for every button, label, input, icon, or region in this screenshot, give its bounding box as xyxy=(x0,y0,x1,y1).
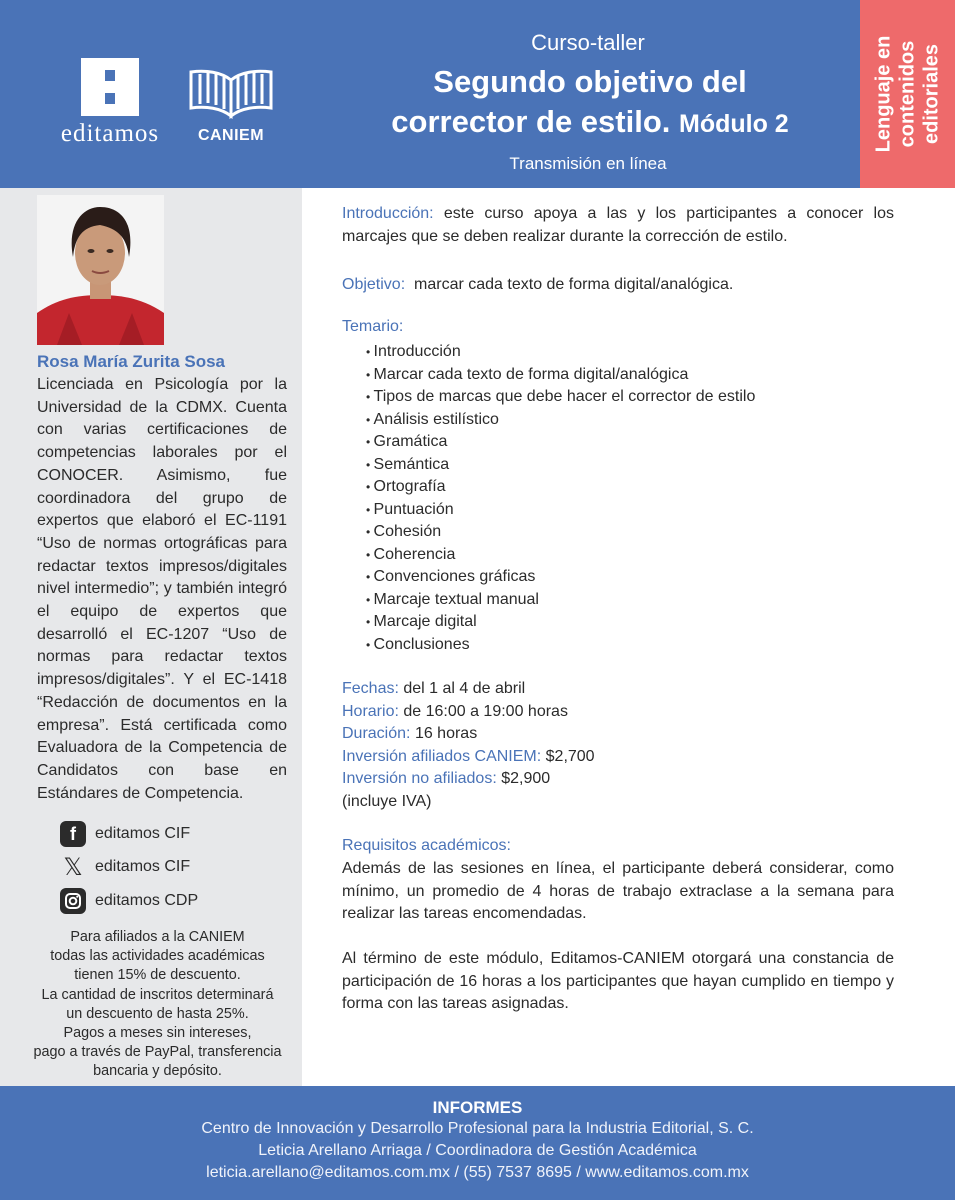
syllabus-item: • Tipos de marcas que debe hacer el corrector de estilo xyxy=(366,386,755,409)
duration-label: Duración: xyxy=(342,725,411,742)
syllabus-item: • Semántica xyxy=(366,454,755,477)
social-instagram[interactable] xyxy=(60,888,198,914)
footer-org: Centro de Innovación y Desarrollo Profesional para la Industria Editorial, S. C. xyxy=(201,1120,754,1137)
schedule-value: de 16:00 a 19:00 horas xyxy=(403,702,568,720)
objective-label: Objetivo: xyxy=(342,276,406,293)
category-tab xyxy=(860,0,955,188)
course-title-line1: Segundo objetivo del xyxy=(433,64,747,99)
certificate-text: Al término de este módulo, Editamos-CANIEM otorgará una constancia de participación de 16 horas a los participantes que hayan cumplido en tiempo y forma con las tareas asignadas. xyxy=(342,950,894,1013)
course-title-line2-text: corrector de estilo. xyxy=(391,104,671,139)
requirements-title: Requisitos académicos: xyxy=(342,837,511,854)
syllabus-item: • Marcaje textual manual xyxy=(366,589,755,612)
footer-contact-person: Leticia Arellano Arriaga / Coordinadora de Gestión Académica xyxy=(258,1142,697,1159)
price-nonmembers-label: Inversión no afiliados: xyxy=(342,770,497,787)
social-label: editamos CIF xyxy=(95,858,191,875)
schedule-label: Horario: xyxy=(342,702,399,720)
duration-value: 16 horas xyxy=(414,725,478,742)
price-members-label: Inversión afiliados CANIEM: xyxy=(342,747,542,765)
price-nonmembers-row xyxy=(342,768,595,791)
footer-title: INFORMES xyxy=(432,1098,523,1117)
category-tab-line: Lenguaje en xyxy=(872,35,895,153)
note-line: Para afiliados a la CANIEM xyxy=(70,929,245,945)
vat-note: (incluye IVA) xyxy=(342,792,432,810)
contact-footer xyxy=(0,1086,955,1200)
course-details xyxy=(342,678,595,813)
price-members-value: $2,700 xyxy=(545,747,595,765)
syllabus-title: Temario: xyxy=(342,318,404,335)
syllabus-item: • Cohesión xyxy=(366,521,755,544)
dates-value: del 1 al 4 de abril xyxy=(403,680,526,697)
editamos-logo xyxy=(60,58,160,148)
course-kicker: Curso-taller xyxy=(531,30,645,55)
instagram-icon xyxy=(60,888,86,914)
price-members-row xyxy=(342,746,595,769)
syllabus-item: • Gramática xyxy=(366,431,755,454)
social-x[interactable] xyxy=(60,854,190,880)
syllabus-item: • Conclusiones xyxy=(366,634,755,657)
note-line: La cantidad de inscritos determinará xyxy=(41,986,274,1003)
social-label: editamos CDP xyxy=(95,892,199,909)
editamos-logo-text: editamos xyxy=(60,120,160,147)
syllabus-item: • Coherencia xyxy=(366,544,755,567)
open-book-icon xyxy=(186,58,276,120)
introduction-label: Introducción: xyxy=(342,205,434,222)
syllabus-list xyxy=(366,341,755,656)
duration-row xyxy=(342,723,595,746)
requirements-text: Además de las sesiones en línea, el participante deberá considerar, como mínimo, un promedio de 4 horas de trabajo extraclase a la semana para realizar las tareas encomendadas. xyxy=(342,860,894,923)
course-title xyxy=(340,62,840,144)
instructor-sidebar xyxy=(0,188,302,1086)
x-icon: 𝕏 xyxy=(63,853,83,881)
syllabus-item: • Análisis estilístico xyxy=(366,409,755,432)
instructor-photo xyxy=(37,195,164,345)
note-line: bancaria y depósito. xyxy=(93,1063,222,1080)
note-line: todas las actividades académicas xyxy=(50,948,265,965)
social-label: editamos CIF xyxy=(95,825,191,842)
note-line: tienen 15% de descuento. xyxy=(74,967,241,984)
syllabus-item: • Ortografía xyxy=(366,476,755,499)
editamos-mark-icon xyxy=(81,58,139,116)
caniem-logo-text: CANIEM xyxy=(197,127,265,144)
syllabus-item: • Introducción xyxy=(366,341,755,364)
note-line: un descuento de hasta 25%. xyxy=(66,1005,249,1022)
dates-row xyxy=(342,678,595,701)
course-subtitle: Transmisión en línea xyxy=(509,154,667,173)
course-title-line2 xyxy=(340,102,840,144)
discount-notes xyxy=(25,928,290,1082)
instructor-bio: Licenciada en Psicología por la Universidad de la CDMX. Cuenta con varias certificaciones de competencias laborales por el CONOCER. Asimismo, fue coordinadora del grupo de expertos que elaboró el EC-1191 “Uso de normas ortográficas para redactar textos impresos/digitales nivel intermedio”; y también integró el equipo de expertos que desarrolló el EC-1207 “Uso de normas para redactar textos impresos/digitales”. Y el EC-1418 “Redacción de documentos en la empresa”. Está certificada como Evaluadora de la Competencia de Candidatos con base en Estándares de Competencia. xyxy=(37,376,287,802)
introduction-text: este curso apoya a las y los participantes a conocer los marcajes que se deben realizar durante la corrección de estilo. xyxy=(342,205,894,245)
category-tab-text xyxy=(872,36,944,153)
syllabus-item: • Marcar cada texto de forma digital/analógica xyxy=(366,364,755,387)
dates-label: Fechas: xyxy=(342,680,399,697)
header-banner xyxy=(0,0,955,188)
caniem-logo xyxy=(186,58,276,145)
syllabus-item: • Convenciones gráficas xyxy=(366,566,755,589)
schedule-row xyxy=(342,701,595,724)
price-nonmembers-value: $2,900 xyxy=(501,770,551,787)
objective xyxy=(342,274,894,297)
instructor-name: Rosa María Zurita Sosa xyxy=(37,352,226,371)
category-tab-line: editoriales xyxy=(920,43,943,145)
footer-contact-links[interactable]: leticia.arellano@editamos.com.mx / (55) 7537 8695 / www.editamos.com.mx xyxy=(206,1164,749,1181)
introduction xyxy=(342,203,894,248)
category-tab-line: contenidos xyxy=(896,40,919,148)
social-facebook[interactable] xyxy=(60,821,190,847)
objective-text: marcar cada texto de forma digital/analógica. xyxy=(414,276,734,293)
course-module: Módulo 2 xyxy=(679,110,789,138)
facebook-icon: f xyxy=(60,821,86,847)
syllabus-item: • Puntuación xyxy=(366,499,755,522)
note-line: Pagos a meses sin intereses, xyxy=(63,1025,252,1042)
syllabus-item: • Marcaje digital xyxy=(366,611,755,634)
note-line: pago a través de PayPal, transferencia xyxy=(33,1044,282,1061)
